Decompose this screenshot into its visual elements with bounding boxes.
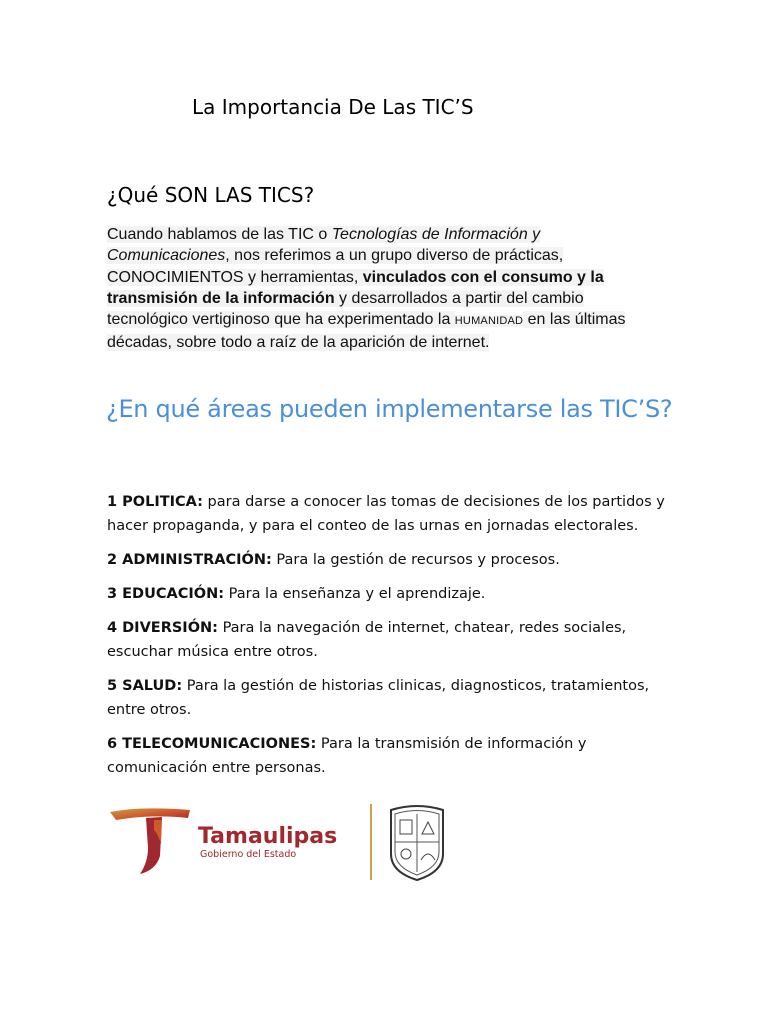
intro-text-3: , nos referimos a un grupo diverso de prácticas, CONOCIMIENTOS y herramientas, xyxy=(107,247,564,286)
area-label: 4 DIVERSIÓN: xyxy=(107,620,218,636)
tamaulipas-logo xyxy=(110,800,460,885)
area-text: Para la gestión de historias clinicas, diagnosticos, tratamientos, entre otros. xyxy=(107,678,650,718)
intro-paragraph xyxy=(107,224,662,354)
area-text: Para la enseñanza y el aprendizaje. xyxy=(224,586,486,602)
logo-text xyxy=(198,825,337,861)
intro-text-italic: Tecnologías de Información y Comunicaciones xyxy=(107,226,541,265)
document-title: La Importancia De Las TIC’S xyxy=(192,95,474,119)
area-item-diversion xyxy=(107,616,667,664)
logo-name: Tamaulipas xyxy=(198,824,338,849)
area-item-politica xyxy=(107,490,667,538)
area-item-administracion xyxy=(107,548,667,572)
intro-text-7: en las últimas décadas, sobre todo a raíz de la aparición de internet. xyxy=(107,311,626,352)
area-item-salud xyxy=(107,674,667,722)
area-text: para darse a conocer las tomas de decisiones de los partidos y hacer propaganda, y para el conteo de las urnas en jornadas electorales. xyxy=(107,494,665,534)
area-item-educacion xyxy=(107,582,667,606)
intro-text-1: Cuando hablamos de las TIC o xyxy=(107,226,332,243)
area-label: 2 ADMINISTRACIÓN: xyxy=(107,552,272,568)
logo-subtitle: Gobierno del Estado xyxy=(200,849,297,860)
intro-text-bold: vinculados con el consumo y la transmisión de la información xyxy=(107,268,604,307)
tamaulipas-t-logo-icon xyxy=(110,804,190,874)
logo-divider xyxy=(370,804,372,880)
state-seal-icon xyxy=(385,802,449,882)
area-text: Para la gestión de recursos y procesos. xyxy=(271,552,560,568)
area-item-telecomunicaciones xyxy=(107,732,667,780)
section-heading-que-son: ¿Qué SON LAS TICS? xyxy=(107,183,315,207)
area-label: 1 POLITICA: xyxy=(107,494,203,510)
areas-heading: ¿En qué áreas pueden implementarse las TIC’S? xyxy=(106,395,673,423)
area-label: 3 EDUCACIÓN: xyxy=(107,586,225,602)
area-label: 5 SALUD: xyxy=(107,678,183,694)
intro-text-5: y desarrollados a partir del cambio tecnológico vertiginoso que ha experimentado la xyxy=(107,289,584,329)
area-label: 6 TELECOMUNICACIONES: xyxy=(107,736,317,752)
intro-text-smallcaps: HUMANIDAD xyxy=(454,315,524,328)
areas-list xyxy=(107,490,667,790)
area-text: Para la navegación de internet, chatear, redes sociales, escuchar música entre otros. xyxy=(107,620,627,660)
area-text: Para la transmisión de información y comunicación entre personas. xyxy=(107,736,587,776)
